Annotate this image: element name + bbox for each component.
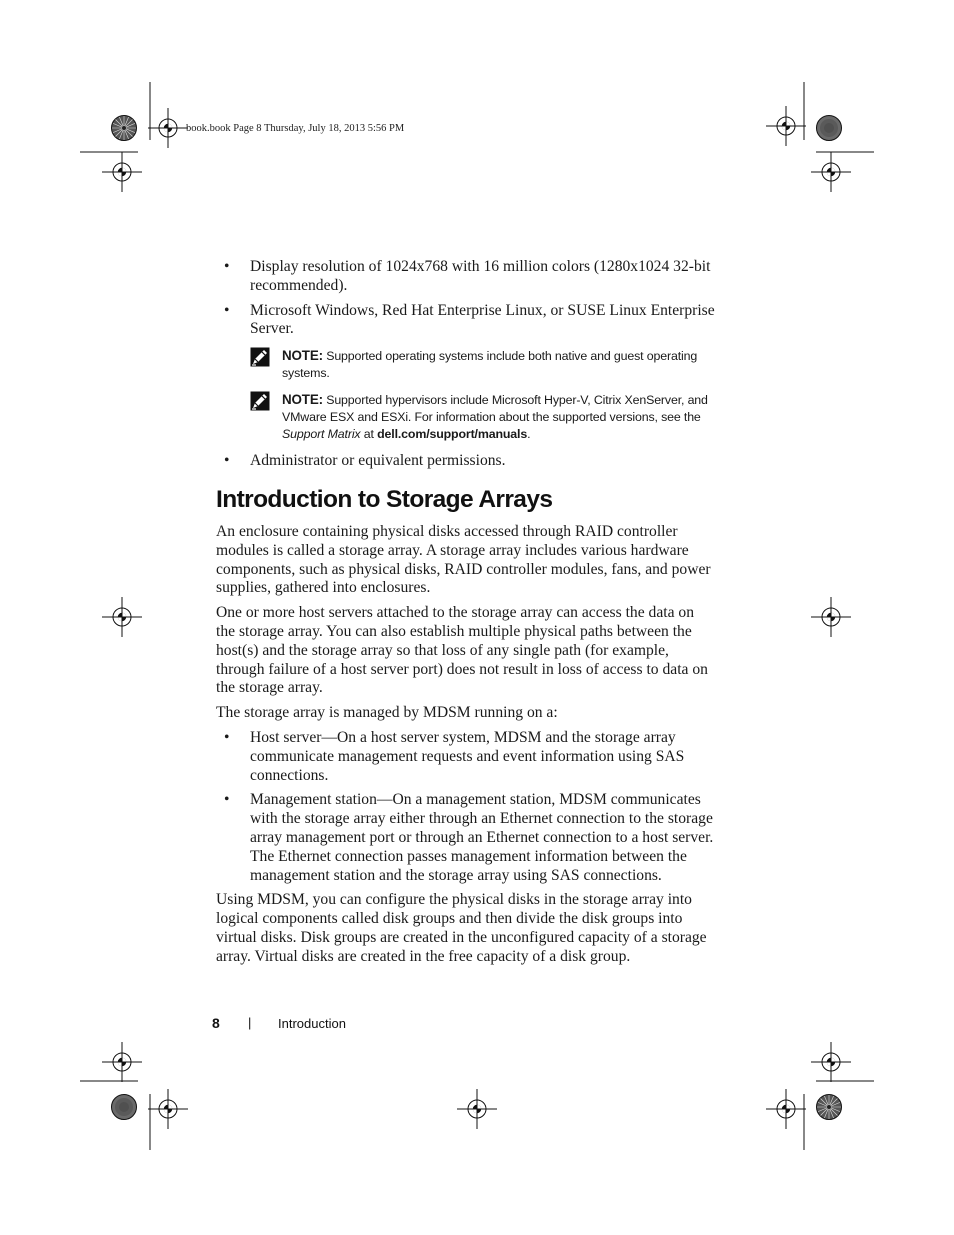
print-color-wheel-icon — [112, 116, 137, 141]
bullet: • — [224, 301, 230, 319]
print-color-wheel-icon — [112, 1095, 137, 1120]
registration-mark-icon — [811, 597, 851, 637]
paragraph: The storage array is managed by MDSM running on a: — [216, 704, 558, 722]
note-end: . — [527, 427, 531, 442]
list-item — [216, 791, 716, 885]
note-os — [216, 347, 716, 382]
registration-mark-icon — [148, 1089, 188, 1129]
note-text: Supported operating systems include both native and guest operating systems. — [282, 349, 698, 381]
note-at: at — [363, 427, 374, 442]
list-item — [216, 258, 716, 296]
bullet: • — [224, 728, 230, 746]
note-pencil-icon — [250, 347, 270, 367]
footer-section-name: Introduction — [278, 1016, 346, 1031]
registration-mark-icon — [457, 1089, 497, 1129]
section-title: Introduction to Storage Arrays — [216, 485, 553, 513]
registration-mark-icon — [811, 152, 851, 192]
list-item-text: Microsoft Windows, Red Hat Enterprise Linux, or SUSE Linux Enterprise Server. — [250, 301, 715, 338]
list-item — [216, 302, 716, 340]
page-content — [216, 258, 716, 973]
registration-mark-icon — [766, 106, 806, 146]
footer-separator: | — [248, 1015, 252, 1030]
list-item — [216, 452, 716, 471]
note-pencil-icon — [250, 391, 270, 411]
print-slug: book.book Page 8 Thursday, July 18, 2013 5:56 PM — [186, 123, 405, 134]
registration-mark-icon — [811, 1042, 851, 1082]
management-list — [216, 729, 716, 885]
bullet: • — [224, 452, 230, 470]
paragraph: Using MDSM, you can configure the physical disks in the storage array into logical components called disk groups and then divide the disk groups into virtual disks. Disk groups are created in the unconfigured capacity of a storage array. Virtual disks are created in the free capacity of a disk group. — [216, 891, 707, 965]
note-label: NOTE: — [282, 348, 323, 364]
registration-mark-icon — [148, 108, 188, 148]
print-color-wheel-icon — [817, 116, 842, 141]
list-item-text: Administrator or equivalent permissions. — [250, 452, 506, 470]
note-text: Supported hypervisors include Microsoft Hyper-V, Citrix XenServer, and VMware ESX and ESXi. For information about the supported versions, see the — [282, 393, 708, 425]
list-item — [216, 729, 716, 785]
list-item-text: Management station—On a management station, MDSM communicates with the storage array either through an Ethernet connection to the storage array management port or through an Ethernet connection to a host server. The Ethernet connection passes management information between the management station and the storage array using SAS connections. — [250, 791, 714, 884]
list-item-text: Host server—On a host server system, MDSM and the storage array communicate management requests and event information using SAS connections. — [250, 728, 685, 784]
note-hypervisors — [216, 391, 716, 443]
paragraph: An enclosure containing physical disks accessed through RAID controller modules is called a storage array. A storage array includes various hardware components, such as physical disks, RAID controller modules, fans, and power supplies, gathered into enclosures. — [216, 522, 711, 597]
registration-mark-icon — [102, 1042, 142, 1082]
page-number: 8 — [212, 1015, 220, 1031]
note-label: NOTE: — [282, 392, 323, 408]
registration-mark-icon — [766, 1089, 806, 1129]
support-matrix-ref: Support Matrix — [282, 427, 361, 442]
requirements-list — [216, 258, 716, 339]
registration-mark-icon — [102, 597, 142, 637]
support-manuals-link[interactable]: dell.com/support/manuals — [377, 427, 528, 442]
bullet: • — [224, 791, 230, 809]
registration-mark-icon — [102, 152, 142, 192]
list-item-text: Display resolution of 1024x768 with 16 million colors (1280x1024 32-bit recommended). — [250, 258, 711, 294]
requirements-list-continued — [216, 452, 716, 471]
paragraph: One or more host servers attached to the storage array can access the data on the storage array. You can also establish multiple physical paths between the host(s) and the storage array so that loss of any single path (for example, through failure of a host server port) does not result in loss of access to data on the storage array. — [216, 604, 708, 697]
bullet: • — [224, 258, 230, 275]
print-color-wheel-icon — [817, 1095, 842, 1120]
